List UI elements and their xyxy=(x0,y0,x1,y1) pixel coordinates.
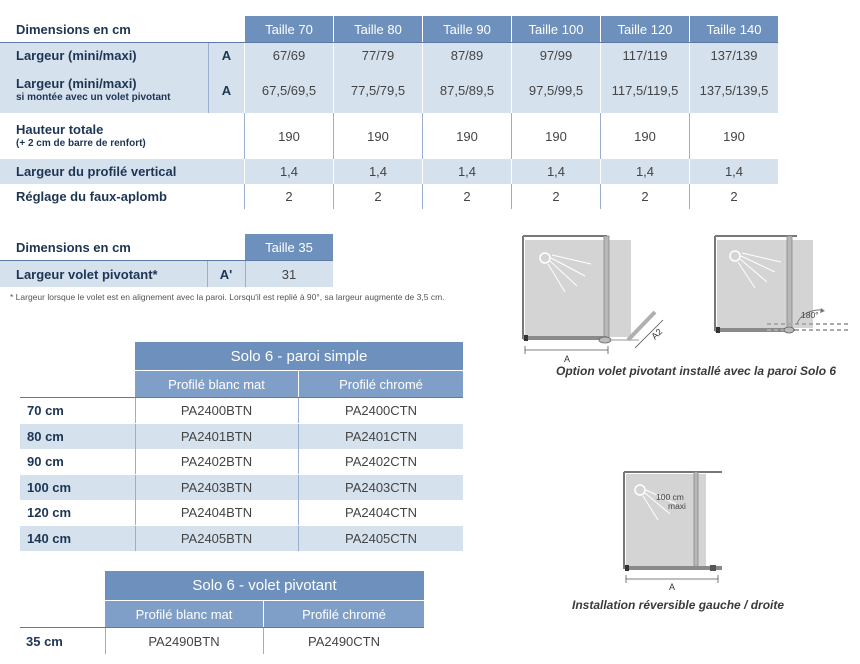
dimension-a-label: A xyxy=(563,354,571,364)
dimension-row-label xyxy=(16,159,206,184)
bottom-diagram-caption: Installation réversible gauche / droite xyxy=(572,598,785,612)
dimension-cell: 87/89 xyxy=(450,48,484,63)
size-column-header: Taille 80 xyxy=(334,16,422,42)
size-cell: 80 cm xyxy=(27,428,64,444)
dimension-row-sublabel: (+ 2 cm de barre de renfort) xyxy=(16,137,146,149)
dimension-cell: 117,5/119,5 xyxy=(611,83,679,98)
dimension-cell: 2 xyxy=(374,189,382,204)
blanc-ref-cell: PA2402BTN xyxy=(180,454,253,469)
dimension-cell: 97,5/99,5 xyxy=(528,83,584,98)
dimension-cell: 190 xyxy=(278,128,300,144)
max-label-line1: 100 cm xyxy=(656,492,684,502)
dimension-cell: 137,5/139,5 xyxy=(699,83,769,98)
dimension-row-code xyxy=(208,113,245,159)
solo-volet-size: 35 cm xyxy=(26,633,63,649)
volet-row-code: A' xyxy=(219,266,233,282)
solo-simple-col1: Profilé blanc mat xyxy=(135,371,298,397)
table-row xyxy=(20,449,463,474)
dimension-row-title: Réglage du faux-aplomb xyxy=(16,188,167,204)
solo-volet-col2: Profilé chromé xyxy=(264,601,424,627)
dimension-cell: 97/99 xyxy=(539,48,573,63)
dimension-cell: 77/79 xyxy=(361,48,395,63)
dimension-cell: 1,4 xyxy=(724,164,744,179)
size-cell: 100 cm xyxy=(27,479,72,495)
reversible-diagram xyxy=(610,462,730,592)
blanc-ref-cell: PA2400BTN xyxy=(180,403,253,418)
chrome-ref-cell: PA2404CTN xyxy=(344,505,417,520)
chrome-ref-cell: PA2405CTN xyxy=(344,530,417,546)
size-column-header: Taille 70 xyxy=(245,16,333,42)
dimensions-table-title: Dimensions en cm xyxy=(16,21,131,37)
dimension-cell: 190 xyxy=(634,128,656,144)
dimension-cell: 190 xyxy=(367,128,389,144)
dimension-cell: 190 xyxy=(545,128,567,144)
blanc-ref-cell: PA2401BTN xyxy=(180,428,253,444)
dimension-cell: 87,5/89,5 xyxy=(439,83,495,98)
dimension-cell: 1,4 xyxy=(546,164,566,179)
dimension-cell: 190 xyxy=(723,128,745,144)
blanc-ref-cell: PA2403BTN xyxy=(180,479,253,495)
solo-volet-col1: Profilé blanc mat xyxy=(105,601,263,627)
dimension-cell: 77,5/79,5 xyxy=(350,83,406,98)
dimension-row-code: A xyxy=(221,83,232,98)
volet-footnote: * Largeur lorsque le volet est en alignement avec la paroi. Lorsqu'il est replié à 90°, sa largeur augmente de 3,5 cm. xyxy=(10,292,445,302)
dimension-cell: 2 xyxy=(552,189,560,204)
dimension-row-sublabel: si montée avec un volet pivotant xyxy=(16,92,171,103)
dimension-cell: 137/139 xyxy=(710,48,758,63)
solo-volet-chrome: PA2490CTN xyxy=(307,633,380,649)
table-row xyxy=(20,628,424,654)
dimension-row-title: Hauteur totale xyxy=(16,121,104,137)
max-label-line2: maxi xyxy=(668,501,686,511)
table-row xyxy=(20,475,463,500)
chrome-ref-cell: PA2401CTN xyxy=(344,428,417,444)
dimension-row-code: A xyxy=(221,48,232,63)
dimension-row-title: Largeur (mini/maxi) xyxy=(16,76,137,91)
dimension-cell: 1,4 xyxy=(457,164,477,179)
volet-column-header: Taille 35 xyxy=(245,234,333,260)
pivot-diagrams xyxy=(505,228,860,378)
chrome-ref-cell: PA2400CTN xyxy=(344,403,417,418)
table-row xyxy=(20,398,463,423)
dimension-cell: 2 xyxy=(463,189,471,204)
solo-simple-col2: Profilé chromé xyxy=(299,371,463,397)
size-cell: 140 cm xyxy=(27,530,72,546)
dimension-row-title: Largeur du profilé vertical xyxy=(16,163,177,179)
dimension-row-label xyxy=(16,68,206,113)
dimension-cell: 1,4 xyxy=(368,164,388,179)
dimension-cell: 2 xyxy=(730,189,738,204)
volet-table-title: Dimensions en cm xyxy=(16,239,131,255)
dimension-cell: 2 xyxy=(641,189,649,204)
dimension-cell: 1,4 xyxy=(279,164,299,179)
volet-row-value: 31 xyxy=(281,266,297,282)
top-diagram-caption: Option volet pivotant installé avec la paroi Solo 6 xyxy=(556,364,837,378)
table-row xyxy=(20,500,463,525)
table-row xyxy=(20,424,463,449)
size-column-header: Taille 100 xyxy=(512,16,600,42)
dimension-cell: 1,4 xyxy=(635,164,655,179)
size-column-header: Taille 120 xyxy=(601,16,689,42)
dimension-row-title: Largeur (mini/maxi) xyxy=(16,47,137,63)
dimension-row-label xyxy=(16,113,206,159)
size-cell: 90 cm xyxy=(27,454,64,469)
dimension-cell: 117/119 xyxy=(622,48,668,63)
chrome-ref-cell: PA2403CTN xyxy=(344,479,417,495)
dimension-row-code xyxy=(208,184,245,209)
dimension-row-label xyxy=(16,43,206,68)
size-column-header: Taille 90 xyxy=(423,16,511,42)
pivot-diagram-left xyxy=(523,236,664,364)
solo-volet-blanc: PA2490BTN xyxy=(148,633,220,649)
dimension-a2-label: A2 xyxy=(649,326,665,342)
angle-label: 180° xyxy=(801,310,819,320)
dimension-cell: 190 xyxy=(456,128,478,144)
solo-volet-title: Solo 6 - volet pivotant xyxy=(105,571,424,600)
size-cell: 120 cm xyxy=(27,505,72,520)
table-row xyxy=(20,526,463,551)
pivot-diagram-right xyxy=(715,236,851,333)
reversible-a-label: A xyxy=(668,582,676,592)
dimension-cell: 67/69 xyxy=(272,48,306,63)
blanc-ref-cell: PA2405BTN xyxy=(180,530,253,546)
dimension-row-code xyxy=(208,159,245,184)
dimension-cell: 2 xyxy=(285,189,293,204)
volet-row-label: Largeur volet pivotant* xyxy=(16,266,158,282)
size-column-header: Taille 140 xyxy=(690,16,778,42)
solo-simple-title: Solo 6 - paroi simple xyxy=(135,342,463,370)
chrome-ref-cell: PA2402CTN xyxy=(344,454,417,469)
dimension-cell: 67,5/69,5 xyxy=(261,83,317,98)
blanc-ref-cell: PA2404BTN xyxy=(180,505,253,520)
size-cell: 70 cm xyxy=(27,403,64,418)
dimension-row-label xyxy=(16,184,206,209)
